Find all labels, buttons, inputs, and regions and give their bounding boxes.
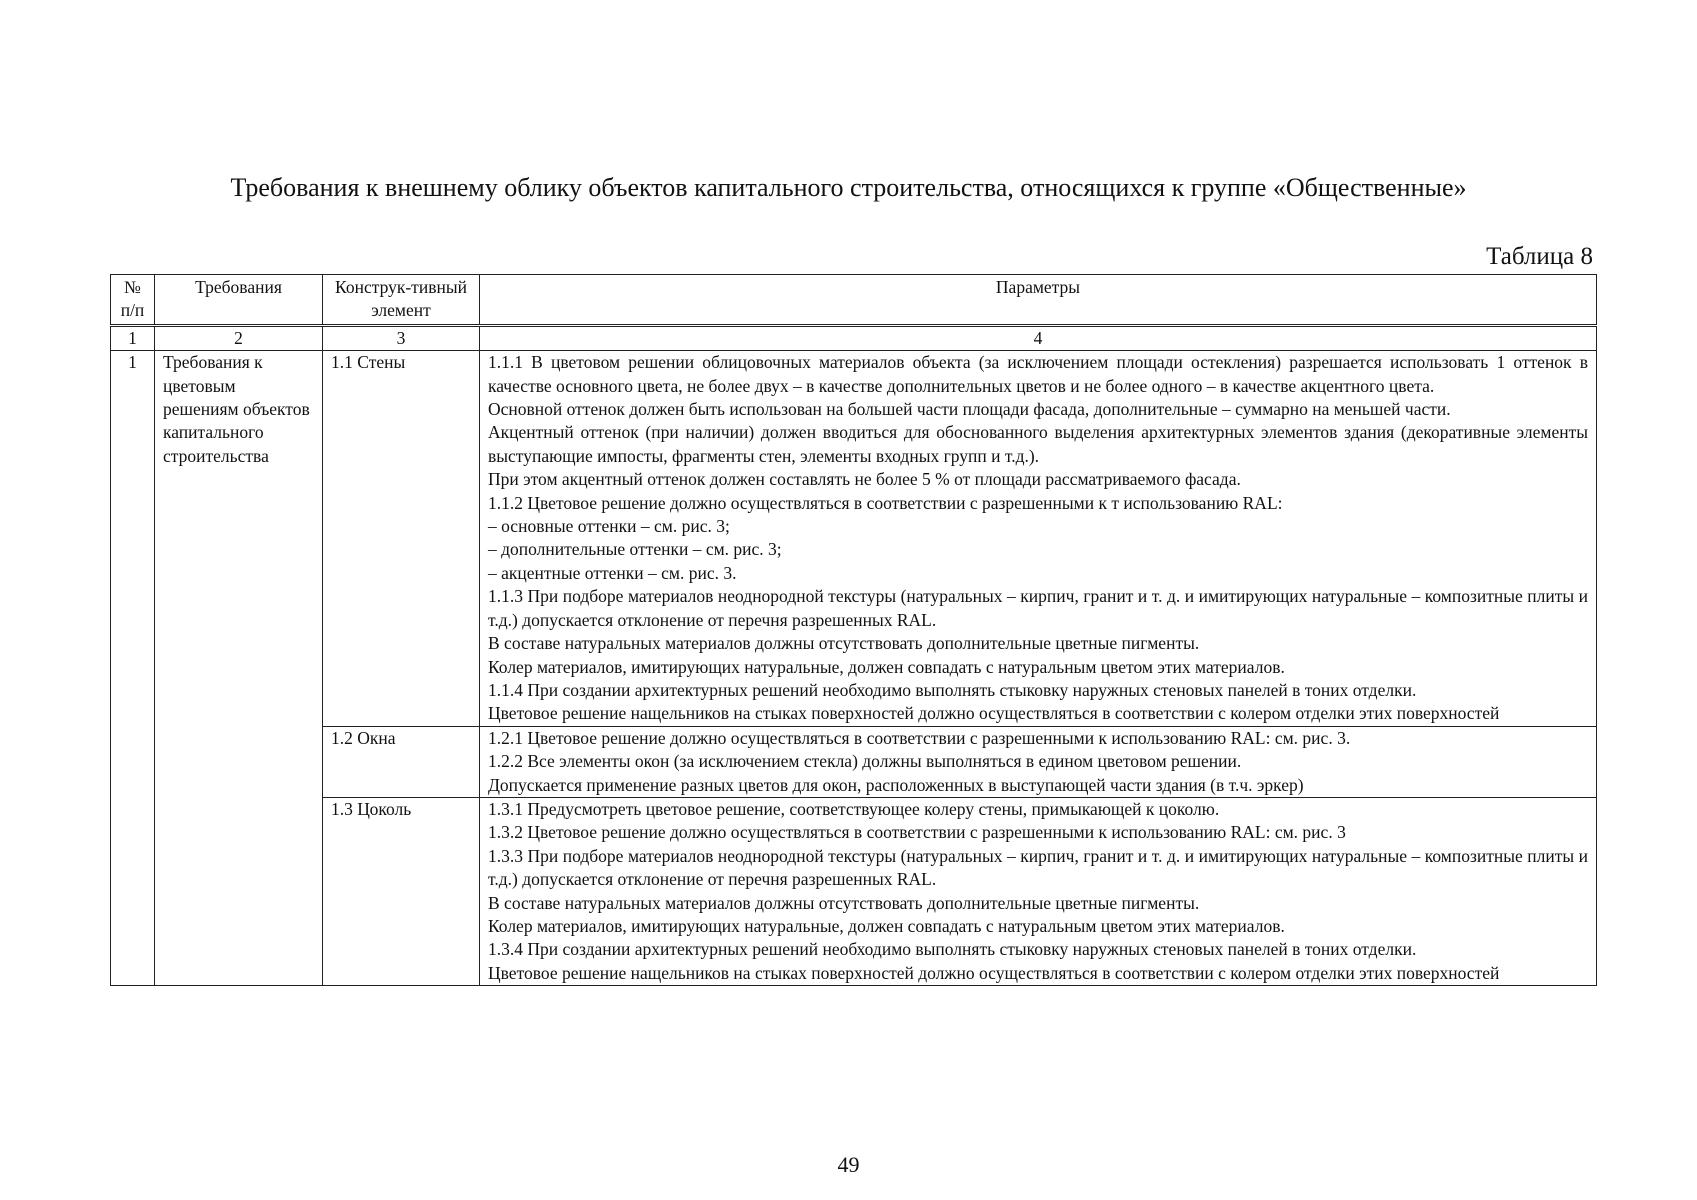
column-number: 1 (111, 325, 155, 350)
param-line: – основные оттенки – см. рис. 3; (488, 516, 730, 537)
table-row (111, 726, 1597, 797)
param-line: 1.1.3 При подборе материалов неоднородной текстуры (натуральных – кирпич, гранит и т. д. и имитирующих натуральные – композитные плиты и т.д.) допускается отклонение от перечня разрешенных RAL. (488, 586, 1588, 630)
header-parameters: Параметры (480, 275, 1597, 326)
param-line: Цветовое решение нащельников на стыках поверхностей должно осуществляться в соответствии с колером отделки этих поверхностей (488, 962, 1500, 983)
param-line: 1.3.2 Цветовое решение должно осуществляться в соответствии с разрешенными к использованию RAL: см. рис. 3 (488, 822, 1346, 843)
column-number: 2 (155, 325, 323, 350)
row-requirement: Требования к цветовым решениям объектов капитального строительства (155, 351, 323, 986)
table-row (111, 351, 1597, 727)
param-line: Допускается применение разных цветов для окон, расположенных в выступающей части здания (в т.ч. эркер) (488, 774, 1304, 795)
param-line: Акцентный оттенок (при наличии) должен вводиться для обоснованного выделения архитектурных элементов здания (декоративные элементы выступающие импосты, фрагменты стен, элементы входных групп и т.д.). (488, 422, 1588, 466)
table-row (111, 797, 1597, 985)
param-line: 1.3.1 Предусмотреть цветовое решение, соответствующее колеру стены, примыкающей к цоколю. (488, 798, 1220, 819)
param-line: Основной оттенок должен быть использован на большей части площади фасада, дополнительные – суммарно на меньшей части. (488, 399, 1451, 420)
param-line: – дополнительные оттенки – см. рис. 3; (488, 539, 782, 560)
requirements-table (110, 274, 1597, 986)
element-windows: 1.2 Окна (323, 726, 480, 797)
param-line: 1.1.4 При создании архитектурных решений необходимо выполнять стыковку наружных стеновых панелей в тоних отделки. (488, 679, 1417, 700)
column-number: 3 (323, 325, 480, 350)
table-label: Таблица 8 (1486, 243, 1593, 270)
page-title: Требования к внешнему облику объектов капитального строительства, относящихся к группе «Общественные» (230, 173, 1467, 202)
param-line: 1.1.1 В цветовом решении облицовочных материалов объекта (за исключением площади остекления) разрешается использовать 1 оттенок в качестве основного цвета, не более двух – в качестве дополнительных цветов и не более одного – в качестве акцентного цвета. (488, 352, 1588, 396)
element-walls: 1.1 Стены (323, 351, 480, 727)
param-line: 1.2.2 Все элементы окон (за исключением стекла) должны выполняться в едином цветовом решении. (488, 751, 1242, 772)
table-header-row (111, 275, 1597, 326)
element-plinth: 1.3 Цоколь (323, 797, 480, 985)
params-walls (480, 351, 1597, 727)
header-number: № п/п (111, 275, 155, 326)
params-plinth (480, 797, 1597, 985)
column-number-row (111, 325, 1597, 350)
param-line: 1.2.1 Цветовое решение должно осуществляться в соответствии с разрешенными к использованию RAL: см. рис. 3. (488, 727, 1351, 748)
param-line: 1.3.4 При создании архитектурных решений необходимо выполнять стыковку наружных стеновых панелей в тоних отделки. (488, 939, 1417, 960)
header-element: Конструк-тивный элемент (323, 275, 480, 326)
row-number: 1 (111, 351, 155, 986)
header-requirements: Требования (155, 275, 323, 326)
param-line: В составе натуральных материалов должны отсутствовать дополнительные цветные пигменты. (488, 892, 1200, 913)
param-line: Колер материалов, имитирующих натуральные, должен совпадать с натуральным цветом этих материалов. (488, 915, 1285, 936)
param-line: 1.1.2 Цветовое решение должно осуществляться в соответствии с разрешенными к т использованию RAL: (488, 492, 1283, 513)
param-line: – акцентные оттенки – см. рис. 3. (488, 562, 737, 583)
param-line: В составе натуральных материалов должны отсутствовать дополнительные цветные пигменты. (488, 633, 1200, 654)
param-line: 1.3.3 При подборе материалов неоднородной текстуры (натуральных – кирпич, гранит и т. д. и имитирующих натуральные – композитные плиты и т.д.) допускается отклонение от перечня разрешенных RAL. (488, 845, 1588, 890)
param-line: Цветовое решение нащельников на стыках поверхностей должно осуществляться в соответствии с колером отделки этих поверхностей (488, 703, 1500, 724)
param-line: Колер материалов, имитирующих натуральные, должен совпадать с натуральным цветом этих материалов. (488, 656, 1285, 677)
page-number: 49 (837, 1152, 860, 1177)
column-number: 4 (480, 325, 1597, 350)
param-line: При этом акцентный оттенок должен составлять не более 5 % от площади рассматриваемого фасада. (488, 469, 1241, 490)
params-windows (480, 726, 1597, 797)
